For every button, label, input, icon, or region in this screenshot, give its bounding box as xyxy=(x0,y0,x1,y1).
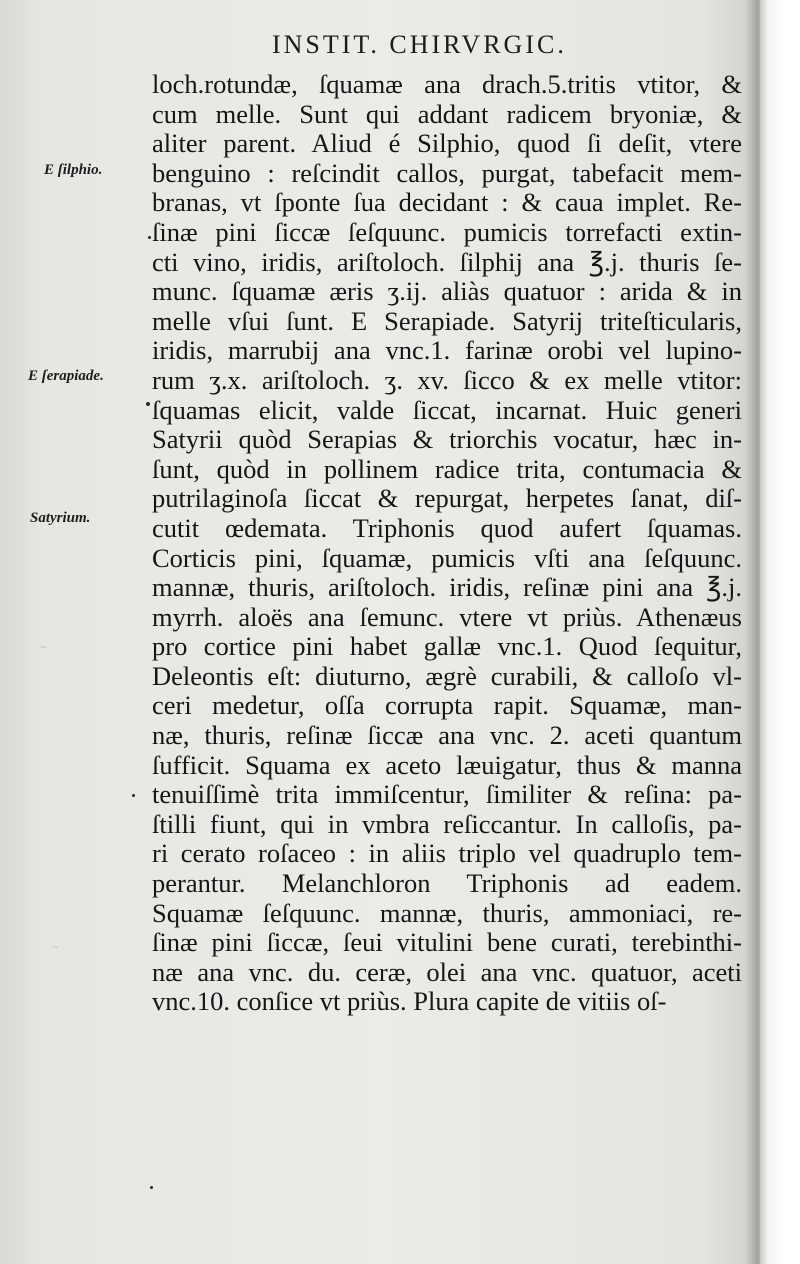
text-line: vnc.10. conſice vt priùs. Plura capite de vitiis oſ- xyxy=(152,987,667,1017)
body-text xyxy=(152,70,742,1017)
margin-note-silphio: E ſilphio. xyxy=(44,162,103,178)
text-line: ſquamas elicit, valde ſiccat, incarnat. Huic generi xyxy=(152,395,742,425)
text-line: næ, thuris, reſinæ ſiccæ ana vnc. 2. aceti quantum xyxy=(152,721,742,751)
text-line: Squamæ ſeſquunc. mannæ, thuris, ammoniaci, re- xyxy=(152,898,742,928)
text-line: myrrh. aloës ana ſemunc. vtere vt priùs. Athenæus xyxy=(152,602,742,632)
text-line: Deleontis eſt: diuturno, ægrè curabili, & calloſo vl- xyxy=(152,661,742,691)
margin-note-satyrium: Satyrium. xyxy=(30,510,91,526)
text-line: munc. ſquamæ æris ʒ.ij. aliàs quatuor : arida & in xyxy=(152,277,742,307)
text-line: cti vino, iridis, ariſtoloch. ſilphij ana ℥.j. thuris ſe- xyxy=(152,247,742,277)
text-line: pro cortice pini habet gallæ vnc.1. Quod ſequitur, xyxy=(152,632,742,662)
text-line: putrilaginoſa ſiccat & repurgat, herpetes ſanat, diſ- xyxy=(152,484,742,514)
text-line: ſinæ pini ſiccæ ſeſquunc. pumicis torrefacti extin- xyxy=(152,217,742,247)
text-line: iridis, marrubij ana vnc.1. farinæ orobi vel lupino- xyxy=(152,336,742,366)
text-line: benguino : reſcindit callos, purgat, tabefacit mem- xyxy=(152,158,742,188)
show-through-mark: ~ xyxy=(40,640,47,654)
text-line: Corticis pini, ſquamæ, pumicis vſti ana ſeſquunc. xyxy=(152,543,742,573)
text-line: perantur. Melanchloron Triphonis ad eadem. xyxy=(152,869,742,899)
ink-speck xyxy=(150,1186,153,1189)
text-line: næ ana vnc. du. ceræ, olei ana vnc. quatuor, aceti xyxy=(152,957,742,987)
margin-note-serapiade: E ſerapiade. xyxy=(28,368,104,384)
text-line: branas, vt ſponte ſua decidant : & caua implet. Re- xyxy=(152,188,742,218)
text-line: ſunt, quòd in pollinem radice trita, contumacia & xyxy=(152,454,742,484)
text-line: ri cerato roſaceo : in aliis triplo vel quadruplo tem- xyxy=(152,839,742,869)
text-line: cutit œdemata. Triphonis quod aufert ſquamas. xyxy=(152,513,742,543)
text-line: ſinæ pini ſiccæ, ſeui vitulini bene curati, terebinthi- xyxy=(152,928,742,958)
text-line: ceri medetur, oſſa corrupta rapit. Squamæ, man- xyxy=(152,691,742,721)
page-edge xyxy=(760,0,800,1264)
text-line: ſufficit. Squama ex aceto læuigatur, thus & manna xyxy=(152,750,742,780)
running-head: INSTIT. CHIRVRGIC. xyxy=(272,30,567,59)
text-line: Satyrii quòd Serapias & triorchis vocatur, hæc in- xyxy=(152,425,742,455)
show-through-mark: ~ xyxy=(52,940,59,954)
text-line: mannæ, thuris, ariſtoloch. iridis, reſinæ pini ana ℥.j. xyxy=(152,573,742,603)
text-line: cum melle. Sunt qui addant radicem bryoniæ, & xyxy=(152,99,742,129)
text-line: rum ʒ.x. ariſtoloch. ʒ. xv. ſicco & ex melle vtitor: xyxy=(152,365,742,395)
text-line: melle vſui ſunt. E Serapiade. Satyrij triteſticularis, xyxy=(152,306,742,336)
text-line: aliter parent. Aliud é Silphio, quod ſi deſit, vtere xyxy=(152,129,742,159)
ink-speck xyxy=(132,794,135,797)
ink-speck xyxy=(146,402,150,406)
text-line: tenuiſſimè trita immiſcentur, ſimiliter & reſina: pa- xyxy=(152,780,742,810)
text-line: loch.rotundæ, ſquamæ ana drach.5.tritis vtitor, & xyxy=(152,70,742,99)
text-line: ſtilli fiunt, qui in vmbra reſiccantur. In calloſis, pa- xyxy=(152,809,742,839)
ink-speck xyxy=(148,236,151,239)
